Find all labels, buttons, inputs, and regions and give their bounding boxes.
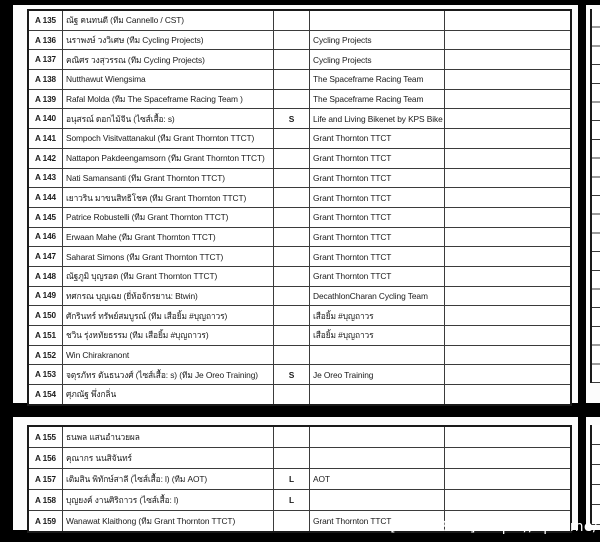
shirt-size-cell xyxy=(274,50,310,69)
table-row xyxy=(29,469,570,490)
shirt-size-cell xyxy=(274,326,310,345)
shirt-size-cell xyxy=(274,31,310,50)
table-row xyxy=(29,346,570,366)
registration-table-upper xyxy=(27,9,572,406)
team-name-cell: Life and Living Bikenet by KPS Bike xyxy=(310,109,445,128)
team-name-cell: Cycling Projects xyxy=(310,31,445,50)
team-name-cell xyxy=(310,427,445,447)
empty-note-cell xyxy=(445,109,570,128)
table-row xyxy=(29,427,570,448)
team-name-cell: Grant Thornton TTCT xyxy=(310,149,445,168)
empty-note-cell xyxy=(445,70,570,89)
rider-id-cell: A 157 xyxy=(29,469,63,489)
rider-id-cell: A 139 xyxy=(29,90,63,109)
table-row xyxy=(29,149,570,169)
team-name-cell: เสือยิ้ม #บุญถาวร xyxy=(310,306,445,325)
empty-note-cell xyxy=(445,129,570,148)
table-row xyxy=(29,129,570,149)
team-name-cell: Grant Thornton TTCT xyxy=(310,228,445,247)
rider-id-cell: A 153 xyxy=(29,365,63,384)
table-row xyxy=(29,109,570,129)
shirt-size-cell xyxy=(274,149,310,168)
shirt-size-cell xyxy=(274,511,310,531)
empty-note-cell xyxy=(445,188,570,207)
team-name-cell: DecathlonCharan Cycling Team xyxy=(310,287,445,306)
adjacent-table-gridlines xyxy=(590,9,600,383)
table-row xyxy=(29,326,570,346)
rider-id-cell: A 142 xyxy=(29,149,63,168)
table-row xyxy=(29,11,570,31)
rider-name-cell: ณัฐภูมิ บุญรอด (ทีม Grant Thornton TTCT) xyxy=(63,267,274,286)
rider-id-cell: A 159 xyxy=(29,511,63,531)
table-row xyxy=(29,490,570,511)
team-name-cell: Grant Thornton TTCT xyxy=(310,247,445,266)
rider-id-cell: A 135 xyxy=(29,11,63,30)
team-name-cell xyxy=(310,490,445,510)
team-name-cell: The Spaceframe Racing Team xyxy=(310,70,445,89)
shirt-size-cell xyxy=(274,90,310,109)
table-row xyxy=(29,188,570,208)
rider-id-cell: A 149 xyxy=(29,287,63,306)
rider-id-cell: A 150 xyxy=(29,306,63,325)
team-name-cell xyxy=(310,448,445,468)
shirt-size-cell xyxy=(274,70,310,89)
shirt-size-cell xyxy=(274,427,310,447)
document-page-lower xyxy=(13,417,578,530)
shirt-size-cell xyxy=(274,129,310,148)
table-row xyxy=(29,385,570,404)
shirt-size-cell xyxy=(274,208,310,227)
adjacent-page-edge-bottom xyxy=(586,417,600,530)
rider-id-cell: A 156 xyxy=(29,448,63,468)
rider-name-cell: Patrice Robustelli (ทีม Grant Thornton TTCT) xyxy=(63,208,274,227)
watermark-url: [1080x944] https://upic.me/ xyxy=(390,519,598,535)
shirt-size-cell xyxy=(274,306,310,325)
shirt-size-cell xyxy=(274,448,310,468)
rider-name-cell: Erwaan Mahe (ทีม Grant Thornton TTCT) xyxy=(63,228,274,247)
rider-name-cell: เยาวริน มาขนสิทธิโชค (ทีม Grant Thornton TTCT) xyxy=(63,188,274,207)
rider-id-cell: A 147 xyxy=(29,247,63,266)
rider-id-cell: A 145 xyxy=(29,208,63,227)
team-name-cell: Grant Thornton TTCT xyxy=(310,188,445,207)
table-row xyxy=(29,50,570,70)
adjacent-page-edge-top xyxy=(586,5,600,403)
rider-name-cell: ศักรินทร์ ทรัพย์สมบูรณ์ (ทีม เสือยิ้ม #บุญถาวร) xyxy=(63,306,274,325)
rider-name-cell: บุญยงค์ งานศิริถาวร (ไซส์เสื้อ: l) xyxy=(63,490,274,510)
rider-id-cell: A 136 xyxy=(29,31,63,50)
empty-note-cell xyxy=(445,306,570,325)
shirt-size-cell xyxy=(274,346,310,365)
shirt-size-cell: L xyxy=(274,490,310,510)
empty-note-cell xyxy=(445,385,570,404)
rider-name-cell: ทศกรณ บุญเฉย (ยี่ห้อจักรยาน: Btwin) xyxy=(63,287,274,306)
shirt-size-cell xyxy=(274,287,310,306)
empty-note-cell xyxy=(445,31,570,50)
rider-id-cell: A 141 xyxy=(29,129,63,148)
team-name-cell: Je Oreo Training xyxy=(310,365,445,384)
team-name-cell: Grant Thornton TTCT xyxy=(310,208,445,227)
empty-note-cell xyxy=(445,247,570,266)
rider-id-cell: A 155 xyxy=(29,427,63,447)
rider-id-cell: A 143 xyxy=(29,169,63,188)
empty-note-cell xyxy=(445,326,570,345)
rider-name-cell: อนุสรณ์ ดอกไม้จีน (ไซส์เสื้อ: s) xyxy=(63,109,274,128)
table-row xyxy=(29,208,570,228)
shirt-size-cell xyxy=(274,247,310,266)
rider-id-cell: A 144 xyxy=(29,188,63,207)
team-name-cell xyxy=(310,385,445,404)
table-row xyxy=(29,228,570,248)
table-row xyxy=(29,31,570,51)
rider-name-cell: Nattapon Pakdeengamsorn (ทีม Grant Thornton TTCT) xyxy=(63,149,274,168)
empty-note-cell xyxy=(445,90,570,109)
empty-note-cell xyxy=(445,287,570,306)
rider-name-cell: ณัฐ คนทนดี (ทีม Cannello / CST) xyxy=(63,11,274,30)
document-page-upper xyxy=(13,5,578,403)
team-name-cell: The Spaceframe Racing Team xyxy=(310,90,445,109)
rider-id-cell: A 140 xyxy=(29,109,63,128)
shirt-size-cell xyxy=(274,385,310,404)
empty-note-cell xyxy=(445,149,570,168)
rider-id-cell: A 154 xyxy=(29,385,63,404)
team-name-cell: Grant Thornton TTCT xyxy=(310,511,445,531)
shirt-size-cell xyxy=(274,169,310,188)
empty-note-cell xyxy=(445,267,570,286)
rider-name-cell: Nati Samansanti (ทีม Grant Thornton TTCT) xyxy=(63,169,274,188)
team-name-cell: Cycling Projects xyxy=(310,50,445,69)
team-name-cell: AOT xyxy=(310,469,445,489)
rider-id-cell: A 151 xyxy=(29,326,63,345)
rider-name-cell: Rafal Molda (ทีม The Spaceframe Racing Team ) xyxy=(63,90,274,109)
shirt-size-cell xyxy=(274,267,310,286)
rider-name-cell: Win Chirakranont xyxy=(63,346,274,365)
table-row xyxy=(29,365,570,385)
rider-name-cell: คุณากร นนสิจันทร์ xyxy=(63,448,274,468)
table-row xyxy=(29,169,570,189)
rider-name-cell: ชวิน รุ่งหทัยธรรม (ทีม เสือยิ้ม #บุญถาวร) xyxy=(63,326,274,345)
empty-note-cell xyxy=(445,469,570,489)
rider-id-cell: A 148 xyxy=(29,267,63,286)
empty-note-cell xyxy=(445,365,570,384)
rider-name-cell: คณิศร วงสุวรรณ (ทีม Cycling Projects) xyxy=(63,50,274,69)
shirt-size-cell xyxy=(274,228,310,247)
table-row xyxy=(29,287,570,307)
table-row xyxy=(29,448,570,469)
rider-name-cell: Sompoch Visitvattanakul (ทีม Grant Thornton TTCT) xyxy=(63,129,274,148)
rider-name-cell: จตุรภัทร ตันธนวงศ์ (ไซส์เสื้อ: s) (ทีม Je Oreo Training) xyxy=(63,365,274,384)
empty-note-cell xyxy=(445,346,570,365)
shirt-size-cell xyxy=(274,188,310,207)
rider-name-cell: Nutthawut Wiengsima xyxy=(63,70,274,89)
table-row xyxy=(29,267,570,287)
team-name-cell xyxy=(310,346,445,365)
empty-note-cell xyxy=(445,11,570,30)
registration-table-lower xyxy=(27,425,572,533)
adjacent-table-gridlines xyxy=(590,425,600,525)
rider-id-cell: A 146 xyxy=(29,228,63,247)
rider-name-cell: Saharat Simons (ทีม Grant Thornton TTCT) xyxy=(63,247,274,266)
table-row xyxy=(29,70,570,90)
table-row xyxy=(29,306,570,326)
table-row xyxy=(29,247,570,267)
rider-id-cell: A 137 xyxy=(29,50,63,69)
empty-note-cell xyxy=(445,208,570,227)
empty-note-cell xyxy=(445,50,570,69)
team-name-cell: Grant Thornton TTCT xyxy=(310,169,445,188)
team-name-cell: Grant Thornton TTCT xyxy=(310,129,445,148)
table-row xyxy=(29,90,570,110)
empty-note-cell xyxy=(445,169,570,188)
empty-note-cell xyxy=(445,228,570,247)
rider-name-cell: Wanawat Klaithong (ทีม Grant Thornton TTCT) xyxy=(63,511,274,531)
team-name-cell: Grant Thornton TTCT xyxy=(310,267,445,286)
rider-id-cell: A 138 xyxy=(29,70,63,89)
rider-name-cell: ศุภณัฐ พึ่งกลิ่น xyxy=(63,385,274,404)
shirt-size-cell xyxy=(274,11,310,30)
rider-id-cell: A 158 xyxy=(29,490,63,510)
empty-note-cell xyxy=(445,448,570,468)
rider-id-cell: A 152 xyxy=(29,346,63,365)
empty-note-cell xyxy=(445,427,570,447)
rider-name-cell: ธนพล แสนอำนวยผล xyxy=(63,427,274,447)
rider-name-cell: เติมสิน พิทักษ์สาลี (ไซส์เสื้อ: l) (ทีม AOT) xyxy=(63,469,274,489)
empty-note-cell xyxy=(445,490,570,510)
team-name-cell: เสือยิ้ม #บุญถาวร xyxy=(310,326,445,345)
shirt-size-cell: S xyxy=(274,109,310,128)
team-name-cell xyxy=(310,11,445,30)
rider-name-cell: นราพงษ์ วงวิเศษ (ทีม Cycling Projects) xyxy=(63,31,274,50)
shirt-size-cell: L xyxy=(274,469,310,489)
shirt-size-cell: S xyxy=(274,365,310,384)
